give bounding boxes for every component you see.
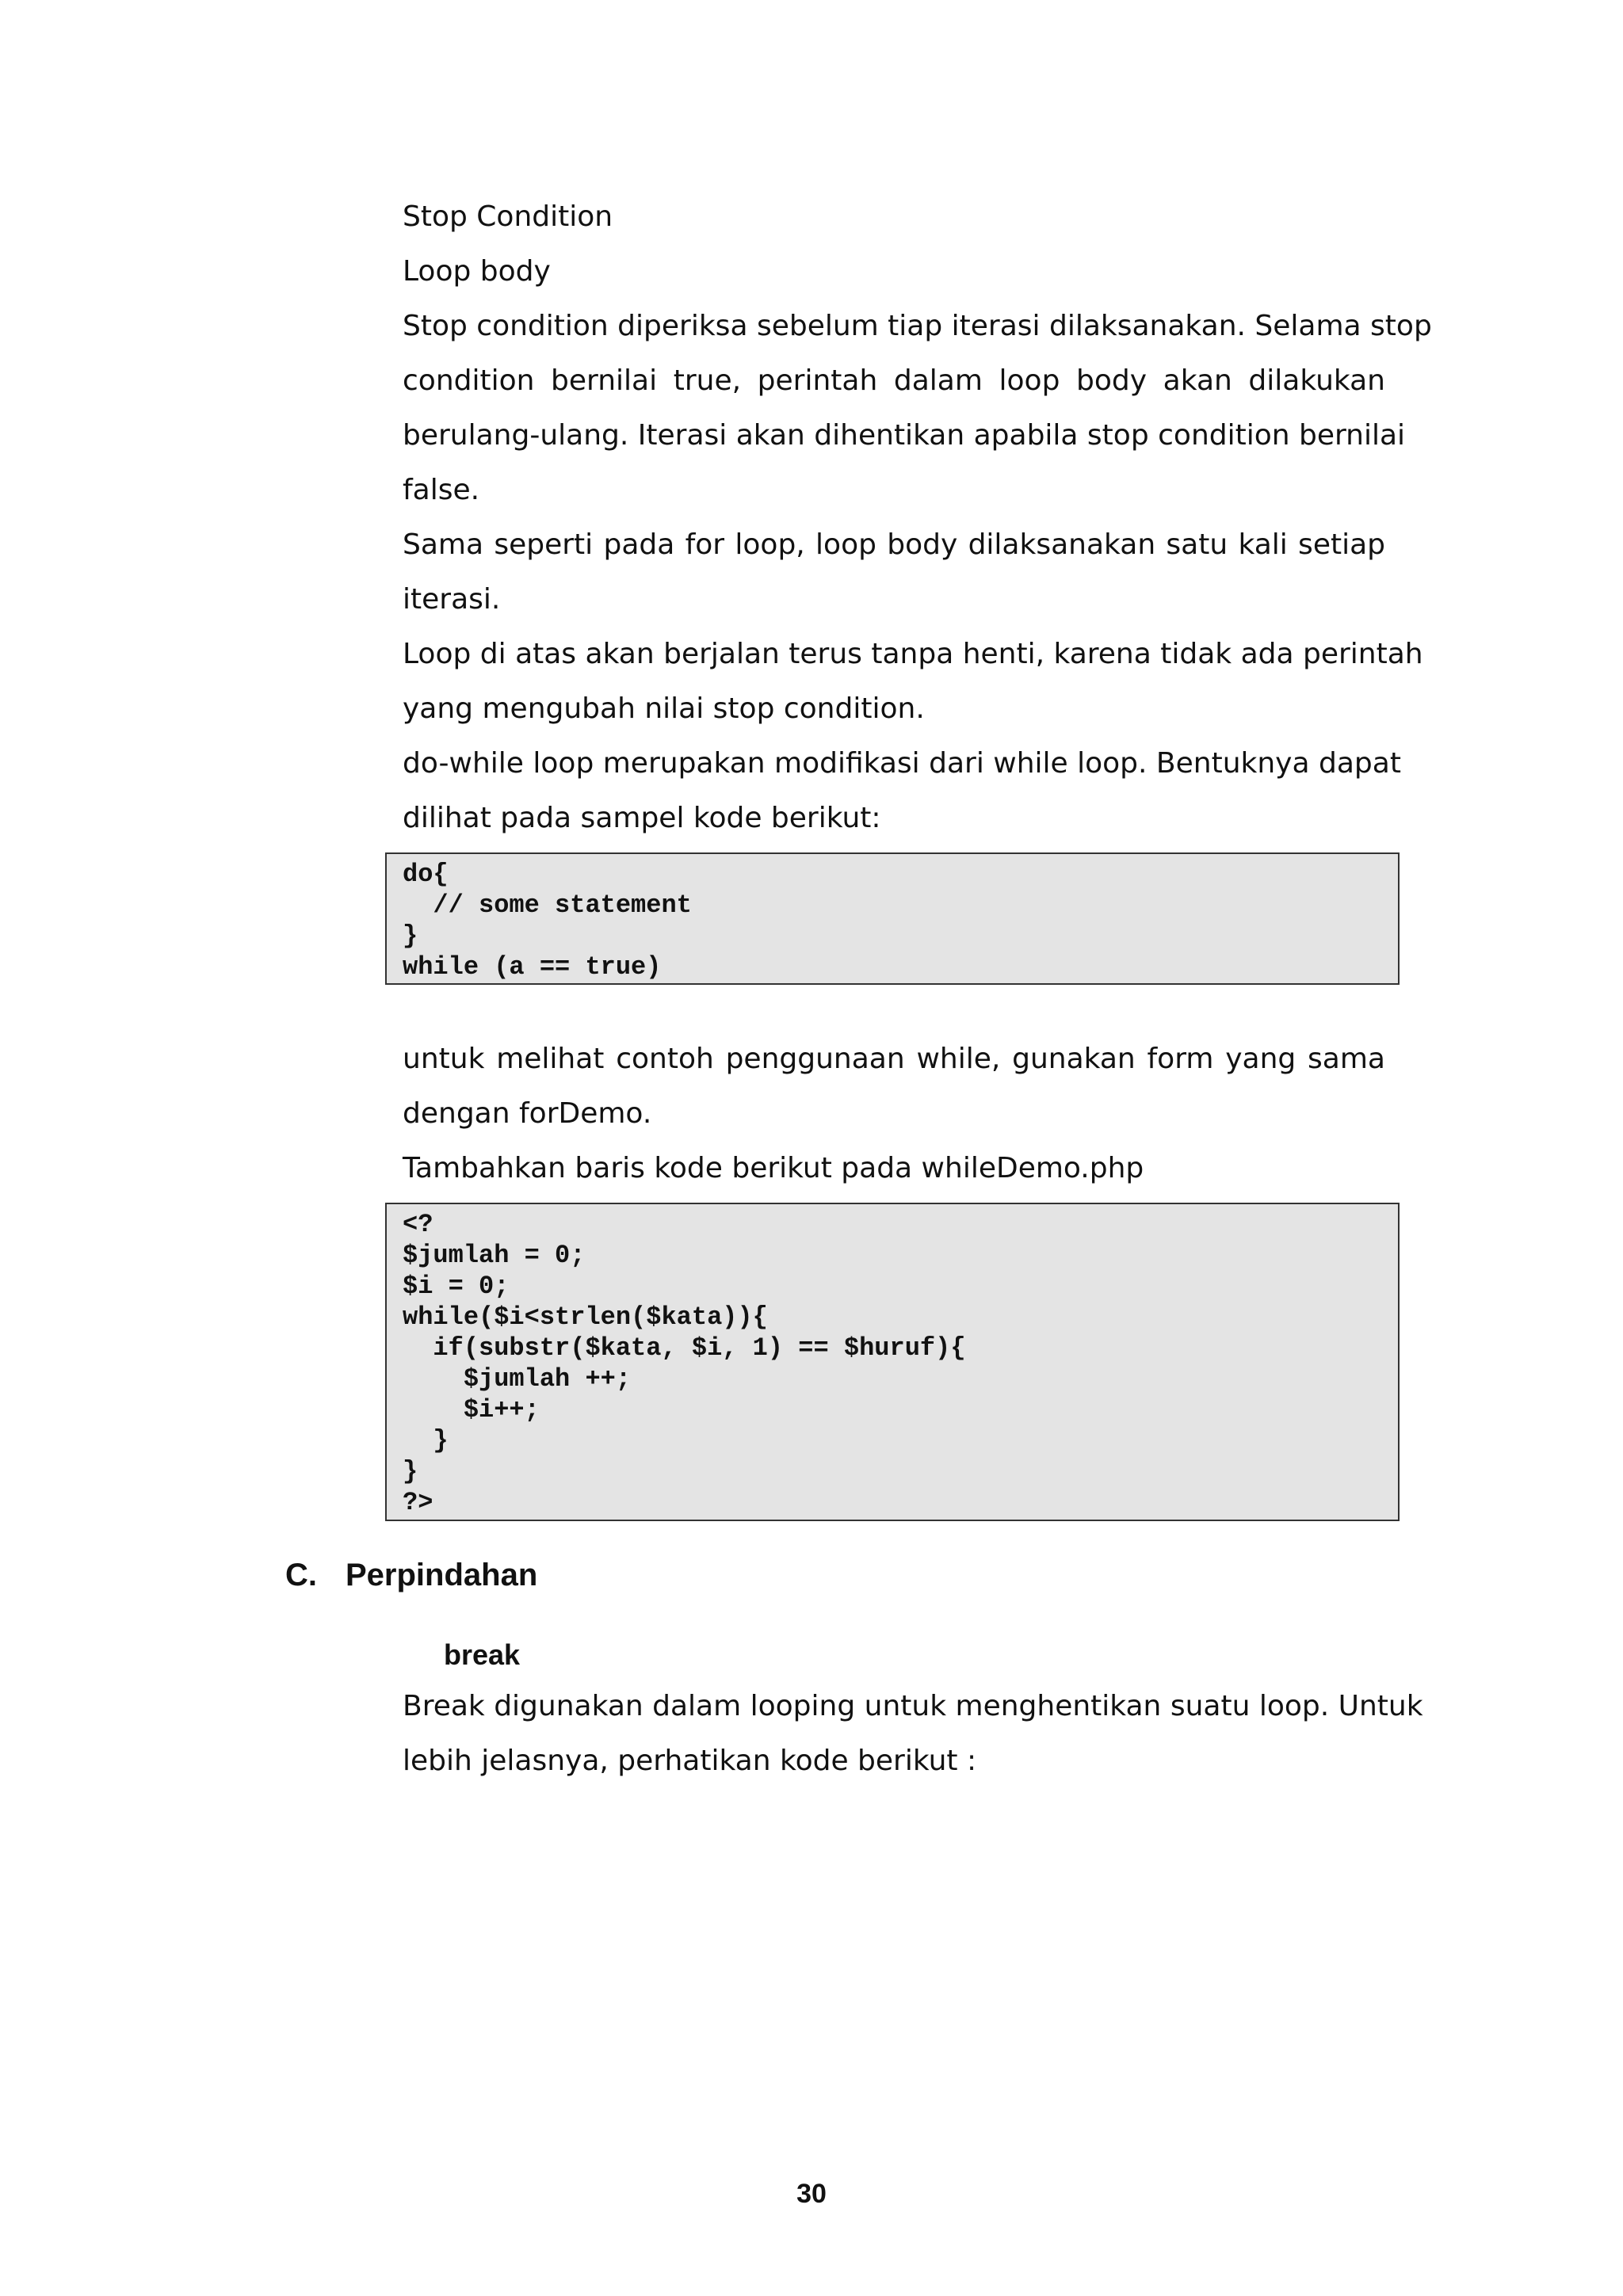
section-title: Perpindahan [346,1558,538,1592]
paragraph-line: Loop di atas akan berjalan terus tanpa henti, karena tidak ada perintah [403,638,1423,670]
code-block-do-while [385,852,1400,985]
paragraph-line: berulang-ulang. Iterasi akan dihentikan apabila stop condition bernilai [403,419,1406,452]
paragraph-line: untuk melihat contoh penggunaan while, gunakan form yang sama [403,1043,1385,1075]
code-line: $jumlah = 0; [403,1241,586,1270]
paragraph-stop-condition: Stop Condition [403,200,613,233]
code-line: do{ [403,860,449,889]
section-heading [285,1554,537,1596]
paragraph-loop-body: Loop body [403,255,551,288]
code-line: } [403,921,418,951]
code-line: $jumlah ++; [403,1364,632,1394]
code-line: ?> [403,1488,433,1517]
section-number: C. [285,1558,317,1592]
code-line: $i++; [403,1395,540,1425]
paragraph-line: dilihat pada sampel kode berikut: [403,802,881,834]
code-line: while($i<strlen($kata)){ [403,1302,768,1332]
paragraph-line: do-while loop merupakan modifikasi dari while loop. Bentuknya dapat [403,747,1401,780]
code-line: <? [403,1210,433,1239]
code-line: // some statement [403,891,692,920]
page-number: 30 [796,2179,827,2209]
code-line: while (a == true) [403,952,662,982]
paragraph-line: dengan forDemo. [403,1097,652,1130]
paragraph-line: condition bernilai true, perintah dalam loop body akan dilakukan [403,364,1385,397]
paragraph-line: yang mengubah nilai stop condition. [403,692,925,725]
paragraph-line: iterasi. [403,583,501,616]
code-line: } [403,1457,418,1486]
code-line: $i = 0; [403,1272,510,1301]
paragraph-line: Stop condition diperiksa sebelum tiap iterasi dilaksanakan. Selama stop [403,310,1432,342]
subheading-break: break [444,1638,521,1671]
code-block-while-demo [385,1203,1400,1521]
paragraph-line: false. [403,474,480,506]
paragraph-line: lebih jelasnya, perhatikan kode berikut : [403,1745,977,1777]
paragraph-line: Sama seperti pada for loop, loop body dilaksanakan satu kali setiap [403,528,1385,561]
paragraph-line: Break digunakan dalam looping untuk menghentikan suatu loop. Untuk [403,1690,1423,1722]
code-line: if(substr($kata, $i, 1) == $huruf){ [403,1333,966,1363]
paragraph-line: Tambahkan baris kode berikut pada whileDemo.php [403,1152,1144,1184]
code-line: } [403,1426,449,1455]
